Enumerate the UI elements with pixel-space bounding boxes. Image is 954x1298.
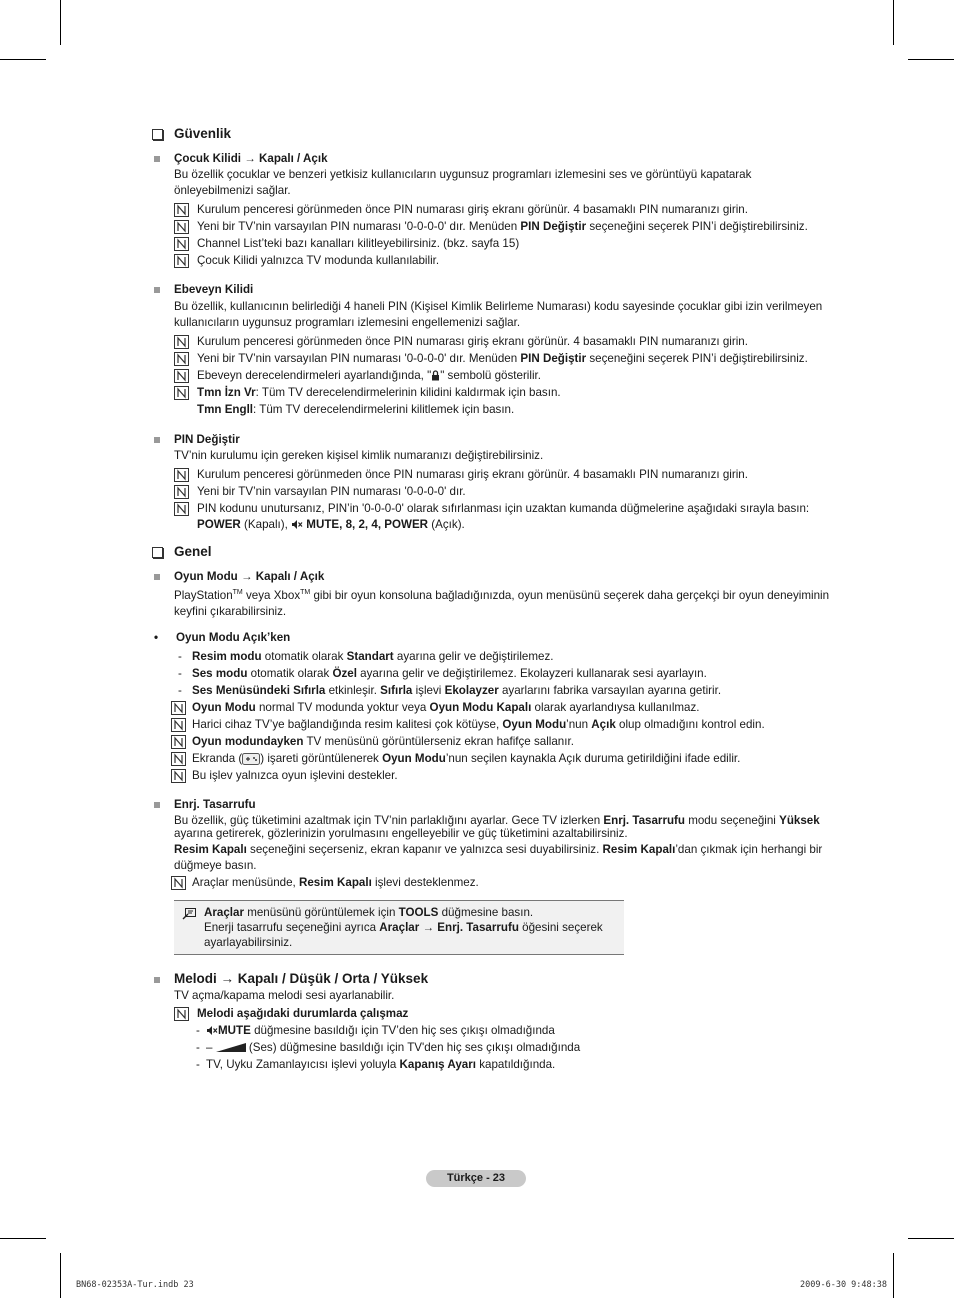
section-title-text: Güvenlik (174, 126, 232, 141)
subsection-heading: Melodi → Kapalı / Düşük / Orta / Yüksek (174, 970, 429, 986)
crop-mark (0, 59, 46, 60)
square-bullet-icon (154, 437, 160, 443)
subsection-heading: Çocuk Kilidi → Kapalı / Açık (174, 152, 328, 165)
square-bullet-icon (154, 574, 160, 580)
note-icon (174, 220, 189, 234)
note-icon (174, 485, 189, 499)
lock-icon (431, 370, 440, 381)
subsection-ebeveyn-kilidi (152, 282, 832, 298)
crop-mark (893, 0, 894, 45)
note: Yeni bir TV’nin varsayılan PIN numarası '0-0-0-0' dır. Menüden PIN Değiştir seçeneğini seçerek PIN’i değiştirebilirsiniz. (174, 351, 832, 367)
note: Yeni bir TV’nin varsayılan PIN numarası '0-0-0-0' dır. Menüden PIN Değiştir seçeneğini seçerek PIN’i değiştirebilirsiniz. (174, 219, 832, 235)
section-title-genel (152, 544, 832, 560)
note-icon (174, 369, 189, 383)
bullet-heading: Oyun Modu Açık’ken (176, 630, 291, 644)
dash-item: - TV, Uyku Zamanlayıcısı işlevi yoluyla Kapanış Ayarı kapatıldığında. (196, 1057, 556, 1071)
square-bullet-icon (154, 802, 160, 808)
note-icon (171, 701, 186, 715)
note-icon (171, 718, 186, 732)
note-icon (174, 468, 189, 482)
paragraph: Bu özellik, güç tüketimini azaltmak için TV’nin parlaklığını ayarlar. Gece TV izlerken Enrj. Tasarrufu modu seçeneğini Yüksek ayarına getirerek, gözlerinizin yorulmasını engelleyebilir ve güç tüketimini azaltabilirsiniz. (174, 813, 820, 840)
bullet-oyun-modu-acik: • Oyun Modu Açık’ken (154, 630, 291, 644)
note: Kurulum penceresi görünmeden önce PIN numarası giriş ekranı görünür. 4 basamaklı PIN numaranızı girin. (174, 467, 832, 483)
note: Oyun modundayken TV menüsünü görüntülerseniz ekran hafifçe sallanır. (171, 734, 832, 750)
note-icon (171, 876, 186, 890)
crop-mark (60, 1253, 61, 1298)
note: Kurulum penceresi görünmeden önce PIN numarası giriş ekranı görünür. 4 basamaklı PIN numaranızı girin. (174, 334, 832, 350)
tools-box: Araçlar menüsünü görüntülemek için TOOLS düğmesine basın. Enerji tasarrufu seçeneğini ayrıca Araçlar → Enrj. Tasarrufu öğesini seçerek ayarlayabilirsiniz. (174, 900, 624, 955)
note: PIN kodunu unutursanız, PIN’in '0-0-0-0' olarak sıfırlanması için uzaktan kumanda düğmelerine aşağıdaki sırayla basın: POWER (Kapalı), MUTE, 8, 2, 4, POWER (Açık). (174, 501, 832, 533)
section-title-guvenlik (152, 126, 832, 142)
note: Araçlar menüsünde, Resim Kapalı işlevi desteklenmez. (171, 875, 832, 891)
subsection-heading: Ebeveyn Kilidi (174, 283, 254, 296)
note: Ebeveyn derecelendirmeleri ayarlandığında, " " sembolü gösterilir. (174, 368, 832, 384)
note: Kurulum penceresi görünmeden önce PIN numarası giriş ekranı görünür. 4 basamaklı PIN numaranızı girin. (174, 202, 832, 218)
note-icon (174, 1007, 189, 1021)
note: Melodi aşağıdaki durumlarda çalışmaz (174, 1006, 832, 1022)
note-icon (174, 386, 189, 400)
checkbox-square-icon (152, 547, 163, 558)
crop-mark (60, 0, 61, 45)
note-icon (171, 752, 186, 766)
note: Yeni bir TV’nin varsayılan PIN numarası '0-0-0-0' dır. (174, 484, 832, 500)
crop-mark (0, 1238, 46, 1239)
dash-item: - Ses Menüsündeki Sıfırla etkinleşir. Sıfırla işlevi Ekolayzer ayarlarını fabrika varsayılan ayarına getirir. (178, 683, 722, 697)
crop-mark (908, 59, 954, 60)
subsection-heading: Oyun Modu → Kapalı / Açık (174, 570, 325, 583)
square-bullet-icon (154, 977, 160, 983)
note-icon (174, 237, 189, 251)
subsection-pin-degistir (152, 432, 832, 448)
mute-icon (291, 519, 303, 530)
manual-page (152, 126, 832, 1073)
note: Çocuk Kilidi yalnızca TV modunda kullanılabilir. (174, 253, 832, 269)
square-bullet-icon (154, 287, 160, 293)
note-icon (174, 203, 189, 217)
crop-mark (893, 1253, 894, 1298)
dash-item: - MUTE düğmesine basıldığı için TV’den hiç ses çıkışı olmadığında (196, 1023, 555, 1037)
note-icon (174, 352, 189, 366)
note: Channel List’teki bazı kanalları kilitleyebilirsiniz. (bkz. sayfa 15) (174, 236, 832, 252)
note-icon (174, 254, 189, 268)
subsection-melodi (152, 971, 832, 987)
dash-item: - – (Ses) düğmesine basıldığı için TV'den hiç ses çıkışı olmadığında (196, 1040, 581, 1054)
subsection-heading: PIN Değiştir (174, 433, 240, 446)
gamepad-icon (242, 753, 260, 765)
tools-icon (182, 908, 196, 920)
dash-item: - Resim modu otomatik olarak Standart ayarına gelir ve değiştirilemez. (178, 649, 554, 663)
paragraph: TV açma/kapama melodi sesi ayarlanabilir. (174, 988, 395, 1002)
note: Harici cihaz TV’ye bağlandığında resim kalitesi çok kötüyse, Oyun Modu’nun Açık olup olmadığını kontrol edin. (171, 717, 832, 733)
checkbox-square-icon (152, 129, 163, 140)
volume-wedge-icon (216, 1043, 246, 1052)
page-number-badge: Türkçe - 23 (426, 1170, 526, 1187)
crop-mark (908, 1238, 954, 1239)
note: Bu işlev yalnızca oyun işlevini destekler. (171, 768, 832, 784)
paragraph: TV’nin kurulumu için gereken kişisel kimlik numaranızı değiştirebilirsiniz. (174, 449, 544, 462)
note: Ekranda ( ) işareti görüntülenerek Oyun Modu’nun seçilen kaynakla Açık duruma getirildiğini ifade edilir. (171, 751, 832, 767)
square-bullet-icon (154, 156, 160, 162)
footer-date: 2009-6-30 9:48:38 (800, 1280, 887, 1290)
subsection-heading: Enrj. Tasarrufu (174, 797, 256, 811)
subsection-enrj-tasarrufu (152, 797, 832, 813)
note-continuation: Tmn Engll: Tüm TV derecelendirmelerini kilitlemek için basın. (197, 403, 515, 416)
note-icon (174, 335, 189, 349)
dash-item: - Ses modu otomatik olarak Özel ayarına gelir ve değiştirilemez. Ekolayzeri kullanarak sesi ayarlayın. (178, 666, 707, 680)
subsection-cocuk-kilidi (152, 151, 832, 167)
subsection-oyun-modu (152, 569, 832, 585)
paragraph: Resim Kapalı seçeneğini seçerseniz, ekran kapanır ve yalnızca sesi duyabilirsiniz. Resim Kapalı’dan çıkmak için herhangi bir düğmeye basın. (174, 842, 823, 872)
section-title-text: Genel (174, 544, 212, 559)
note-icon (171, 735, 186, 749)
note-icon (174, 502, 189, 516)
note-icon (171, 769, 186, 783)
paragraph: Bu özellik çocuklar ve benzeri yetkisiz kullanıcıların uygunsuz programları izlemesini ses ve görüntüyü kapatarak önleyebilmenizi sağlar. (174, 168, 752, 197)
note: Tmn İzn Vr: Tüm TV derecelendirmelerinin kilidini kaldırmak için basın. (174, 385, 832, 401)
note: Oyun Modu normal TV modunda yoktur veya Oyun Modu Kapalı olarak ayarlandıysa kullanılmaz. (171, 700, 832, 716)
paragraph: Bu özellik, kullanıcının belirlediği 4 haneli PIN (Kişisel Kimlik Belirleme Numarası) kodu sayesinde çocuklar gibi izin verilmeyen kullanıcıların uygunsuz programları izlemesini engellemenizi sağlar. (174, 300, 823, 329)
footer-file: BN68-02353A-Tur.indb 23 (76, 1280, 194, 1290)
paragraph: PlayStation™ veya Xbox™ gibi bir oyun konsoluna bağladığınızda, oyun menüsünü seçerek daha gerçekçi bir oyun deneyiminin keyfini çıkarabilirsiniz. (174, 588, 830, 618)
mute-icon (206, 1025, 218, 1036)
